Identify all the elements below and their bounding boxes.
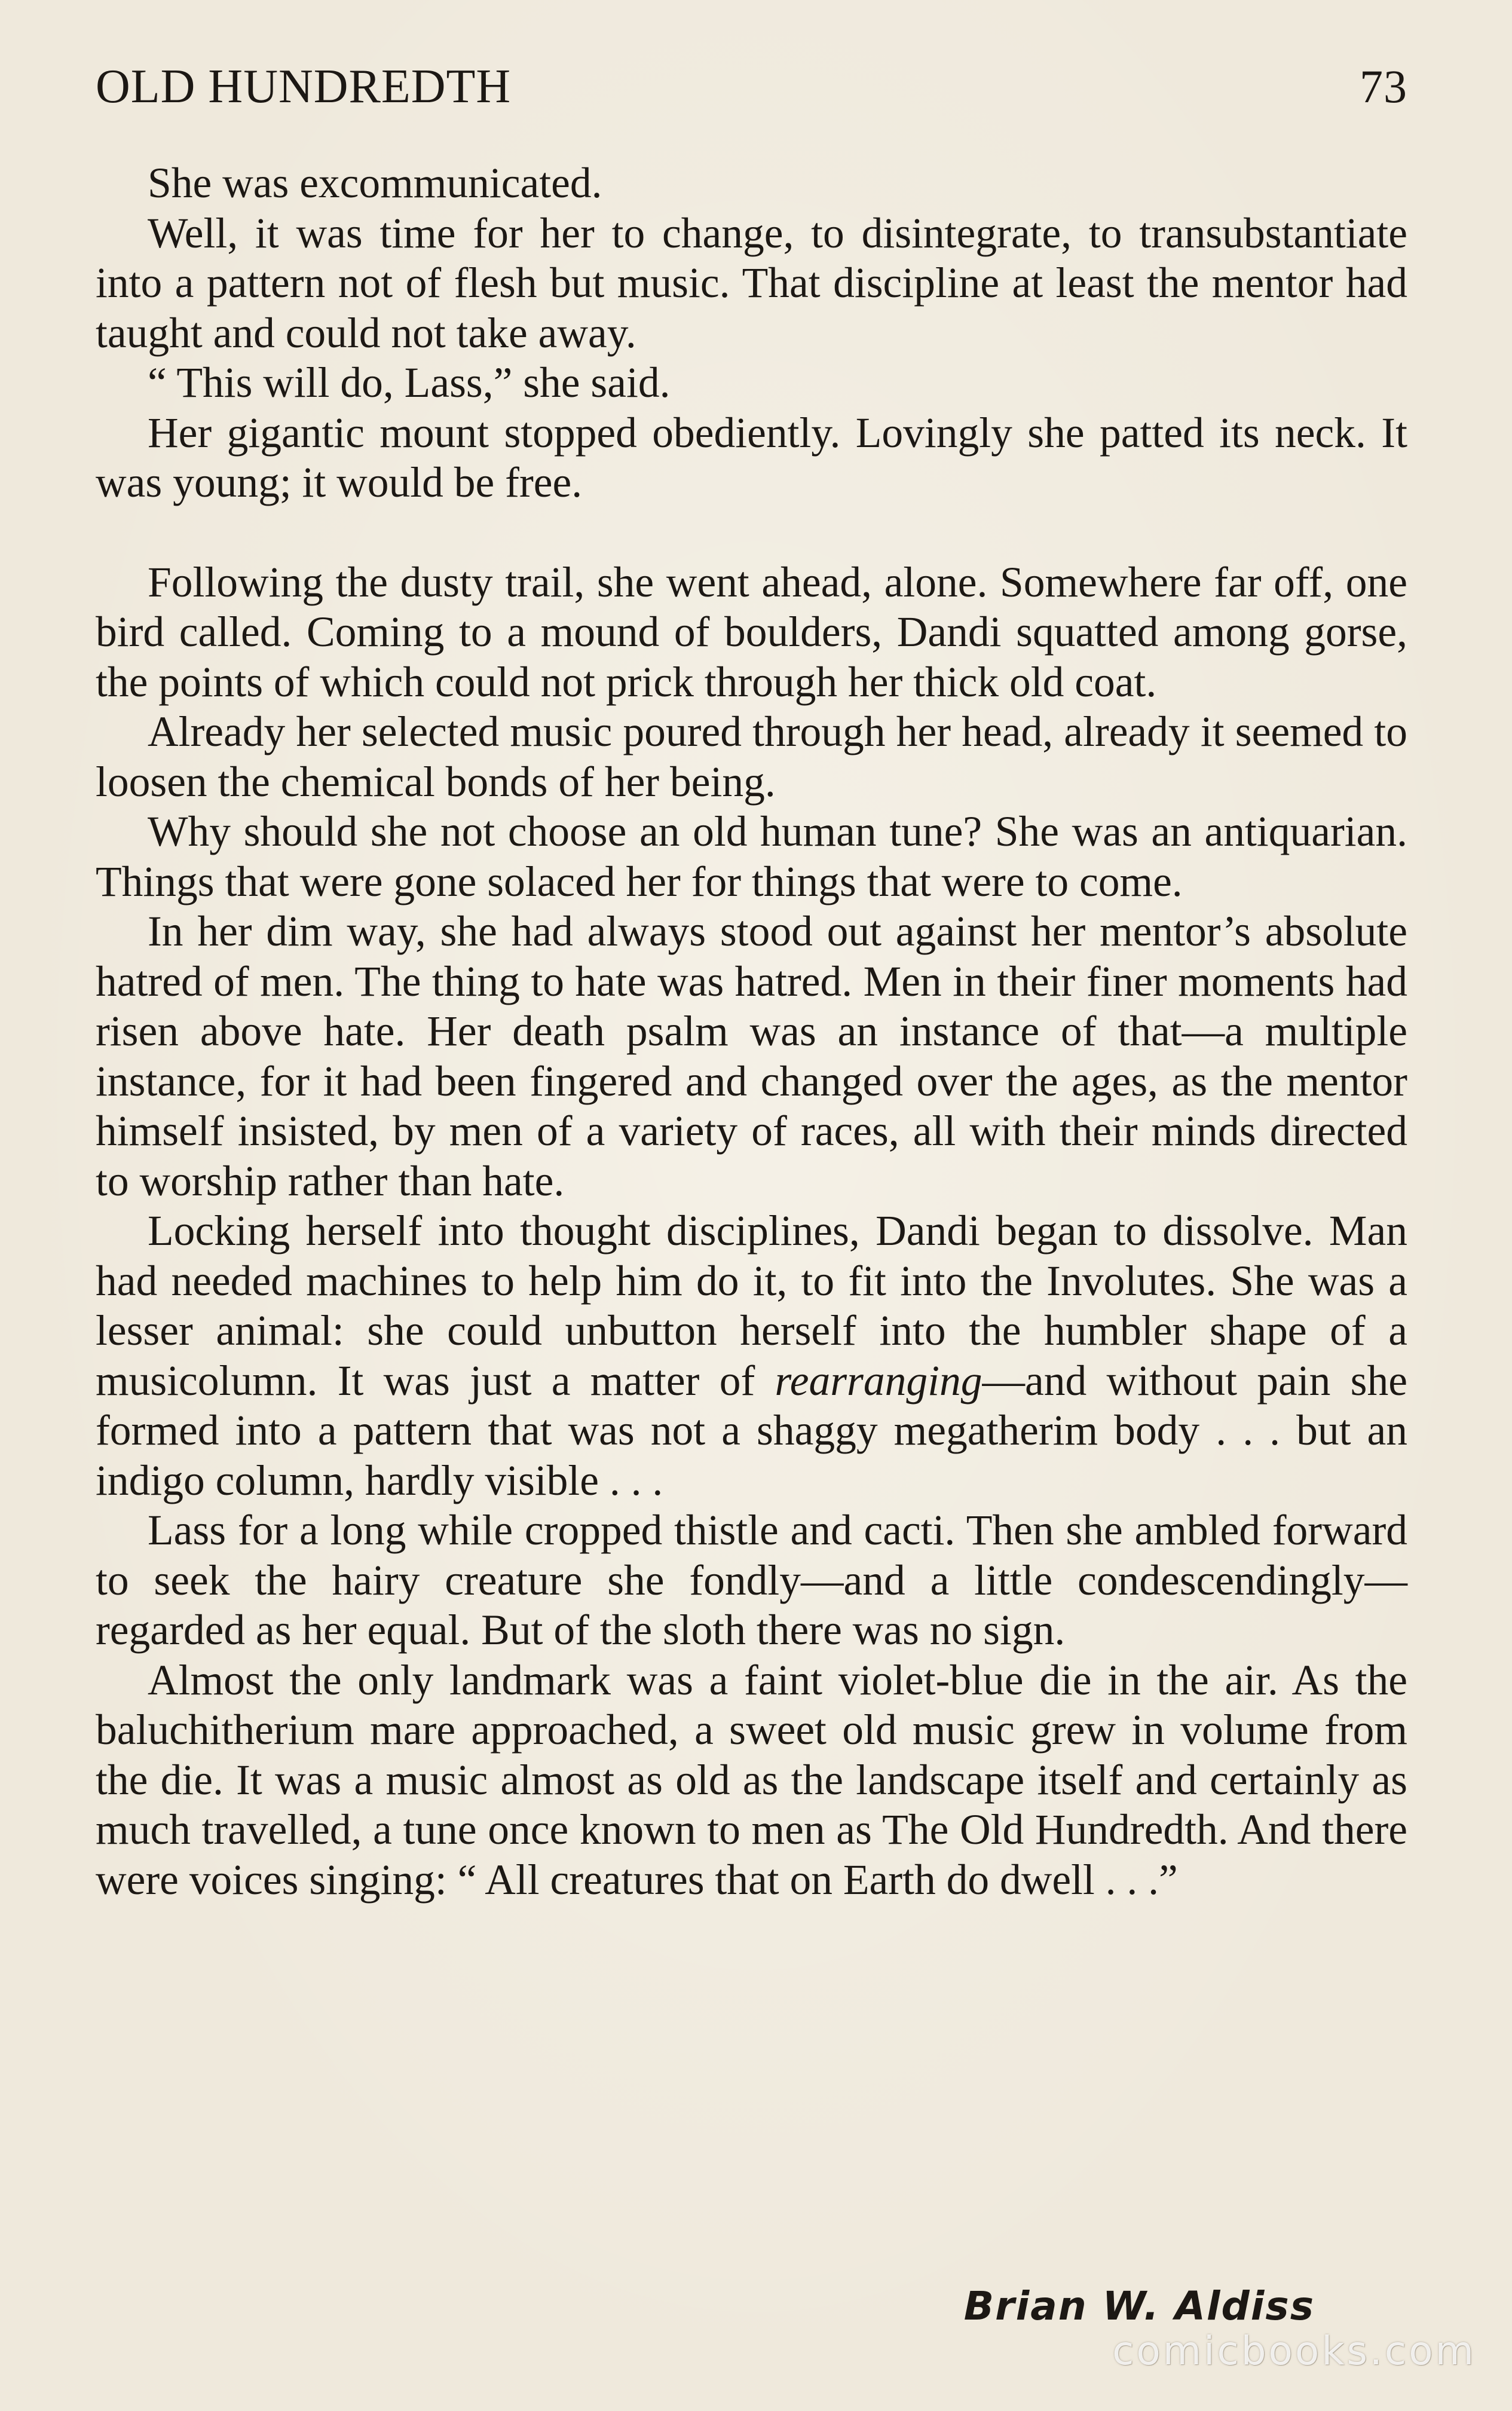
paragraph: Following the dusty trail, she went ahead, alone. Somewhere far off, one bird called. Coming to a mound of boulders, Dandi squatted among gorse, the points of which could not prick through her thick old coat. <box>96 558 1407 706</box>
paragraph-text: Locking herself into thought disciplines, Dandi began to dissolve. Man had needed machines to help him do it, to fit into the Involutes. She was a lesser animal: she could unbutton herself into the humbler shape of a musicolumn. It was just a matter of <box>96 1207 1407 1405</box>
paragraph <box>96 1206 1407 1506</box>
section-break <box>96 508 1407 558</box>
paragraph: Well, it was time for her to change, to disintegrate, to transubstantiate into a pattern not of flesh but music. That discipline at least the mentor had taught and could not take away. <box>96 209 1407 357</box>
paragraph: She was excommunicated. <box>148 160 602 207</box>
paragraph: Already her selected music poured through her head, already it seemed to loosen the chemical bonds of her being. <box>96 708 1407 806</box>
page-number: 73 <box>1360 60 1407 112</box>
paragraph: Almost the only landmark was a faint violet-blue die in the air. As the baluchitherium mare approached, a sweet old music grew in volume from the die. It was a music almost as old as the landscape itself and certainly as much travelled, a tune once known to men as The Old Hundredth. And there were voices singing: “ All creatures that on Earth do dwell . . .” <box>96 1656 1407 1904</box>
chapter-title: OLD HUNDREDTH <box>96 60 512 113</box>
paragraph-text: —and without pain she formed into a pattern that was not a shaggy megatherim body . . . but an indigo column, hardly visible . . . <box>96 1357 1407 1504</box>
italic-word: rearranging <box>775 1357 983 1405</box>
paragraph: In her dim way, she had always stood out against her mentor’s absolute hatred of men. The thing to hate was hatred. Men in their finer moments had risen above hate. Her death psalm was an instance of that—a multiple instance, for it had been fingered and changed over the ages, as the mentor himself insisted, by men of a variety of races, all with their minds directed to worship rather than hate. <box>96 908 1407 1205</box>
site-watermark: comicbooks.com <box>1112 2328 1476 2374</box>
paragraph: Her gigantic mount stopped obediently. Lovingly she patted its neck. It was young; it would be free. <box>96 409 1407 506</box>
paragraph: “ This will do, Lass,” she said. <box>148 359 671 406</box>
paragraph: Lass for a long while cropped thistle and cacti. Then she ambled forward to seek the hairy creature she fondly—and a little condescendingly—regarded as her equal. But of the sloth there was no sign. <box>96 1507 1407 1654</box>
author-byline: Brian W. Aldiss <box>963 2283 1315 2329</box>
paragraph: Why should she not choose an old human tune? She was an antiquarian. Things that were gone solaced her for things that were to come. <box>96 808 1407 905</box>
body-text <box>96 158 1407 1905</box>
running-head <box>96 60 1407 114</box>
